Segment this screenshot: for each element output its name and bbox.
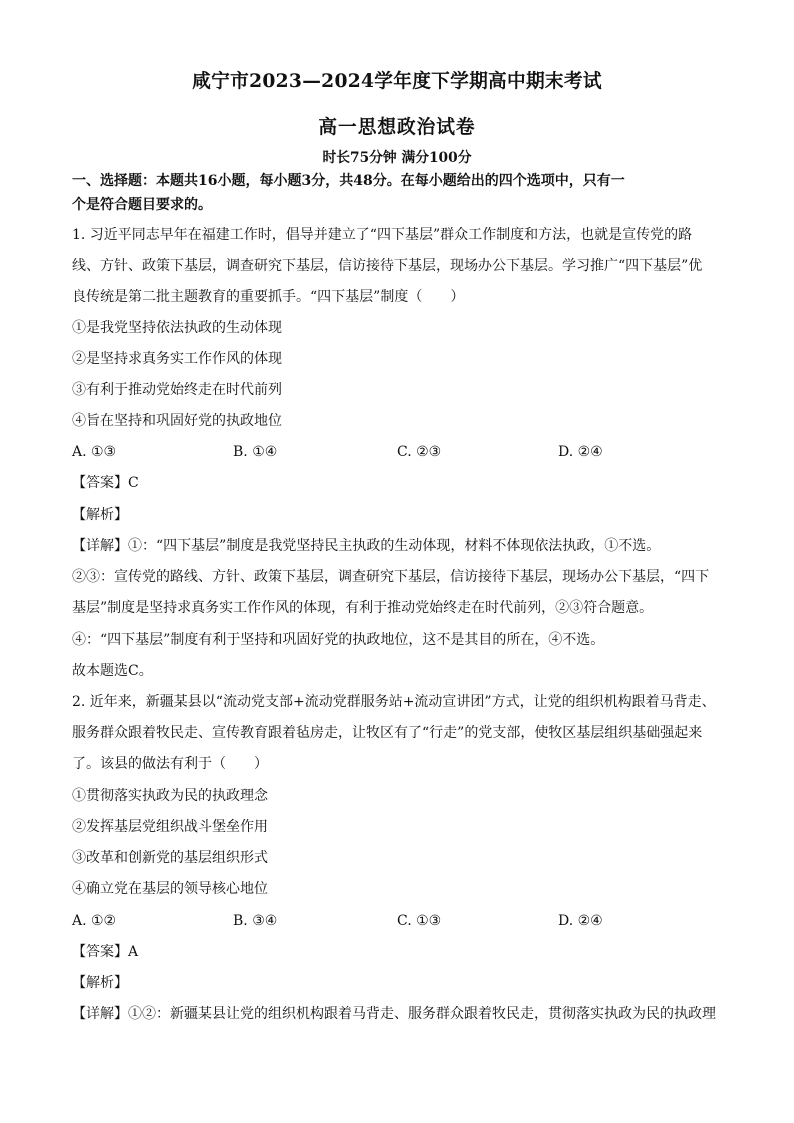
section-heading-line2: 个是符合题目要求的。: [72, 197, 212, 213]
q2-analysis-label: 【解析】: [72, 975, 128, 991]
q1-statement-1: ①是我党坚持依法执政的生动体现: [72, 320, 282, 336]
q1-option-a: A. ①③: [72, 444, 117, 460]
q1-option-c: C. ②③: [397, 444, 442, 460]
q1-stem-line1: 1. 习近平同志早年在福建工作时，倡导并建立了“四下基层”群众工作制度和方法，也就是宣传党的路: [72, 227, 693, 243]
exam-subtitle: 高一思想政治试卷: [318, 116, 476, 138]
q2-option-a: A. ①②: [72, 913, 117, 929]
q1-detail-line4: ④：“四下基层”制度有利于坚持和巩固好党的执政地位，这不是其目的所在，④不选。: [72, 632, 605, 648]
exam-meta: 时长75分钟 满分100分: [322, 150, 472, 166]
q2-stem-line1: 2. 近年来，新疆某县以“流动党支部+流动党群服务站+流动宣讲团”方式，让党的组织机构跟着马背走、: [72, 694, 716, 710]
q1-statement-3: ③有利于推动党始终走在时代前列: [72, 382, 282, 398]
q2-stem-line2: 服务群众跟着牧民走、宣传教育跟着毡房走，让牧区有了“行走”的党支部，使牧区基层组织基础强起来: [72, 725, 703, 741]
q1-option-d: D. ②④: [558, 444, 603, 460]
q1-option-b: B. ①④: [233, 444, 278, 460]
q2-stem-line3: 了。该县的做法有利于（ ）: [72, 756, 268, 772]
q1-detail-line3: 基层”制度是坚持求真务实工作作风的体现，有利于推动党始终走在时代前列，②③符合题意。: [72, 600, 654, 616]
q1-answer: 【答案】C: [72, 475, 139, 491]
q2-statement-4: ④确立党在基层的领导核心地位: [72, 881, 268, 897]
q1-stem-line2: 线、方针、政策下基层，调查研究下基层，信访接待下基层，现场办公下基层。学习推广“四下基层”优: [72, 258, 703, 274]
q1-statement-2: ②是坚持求真务实工作作风的体现: [72, 351, 282, 367]
q2-option-d: D. ②④: [558, 913, 603, 929]
q1-detail-line1: 【详解】①：“四下基层”制度是我党坚持民主执政的生动体现，材料不体现依法执政，①不选。: [72, 538, 661, 554]
q2-option-b: B. ③④: [233, 913, 278, 929]
q2-statement-2: ②发挥基层党组织战斗堡垒作用: [72, 819, 268, 835]
q1-detail-line2: ②③：宣传党的路线、方针、政策下基层，调查研究下基层，信访接待下基层，现场办公下基层，“四下: [72, 569, 710, 585]
q2-answer: 【答案】A: [72, 944, 139, 960]
q1-stem-line3: 良传统是第二批主题教育的重要抓手。“四下基层”制度（ ）: [72, 289, 465, 305]
q2-detail-line1: 【详解】①②：新疆某县让党的组织机构跟着马背走、服务群众跟着牧民走，贯彻落实执政为民的执政理: [72, 1006, 716, 1022]
q2-statement-3: ③改革和创新党的基层组织形式: [72, 850, 268, 866]
q1-analysis-label: 【解析】: [72, 507, 128, 523]
q2-statement-1: ①贯彻落实执政为民的执政理念: [72, 788, 268, 804]
q2-option-c: C. ①③: [397, 913, 442, 929]
q1-conclusion: 故本题选C。: [72, 663, 153, 679]
q1-statement-4: ④旨在坚持和巩固好党的执政地位: [72, 413, 282, 429]
exam-title: 咸宁市2023—2024学年度下学期高中期末考试: [192, 70, 602, 92]
section-heading-line1: 一、选择题：本题共16小题，每小题3分，共48分。在每小题给出的四个选项中，只有一: [72, 173, 625, 189]
